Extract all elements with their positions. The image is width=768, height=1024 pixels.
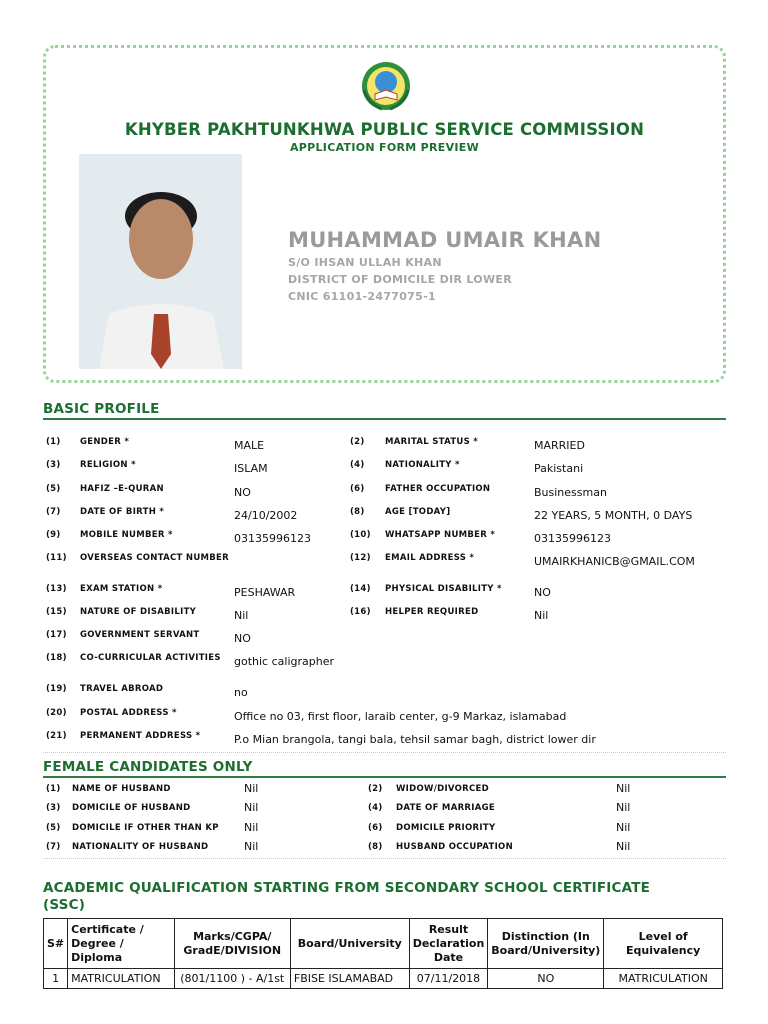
field-number: (2)	[350, 437, 365, 447]
field-value: Nil	[616, 801, 631, 814]
field-value: Nil	[244, 821, 259, 834]
profile-row	[46, 630, 736, 653]
field-label: TRAVEL ABROAD	[80, 684, 164, 694]
header-card	[43, 45, 726, 383]
form-subtitle: APPLICATION FORM PREVIEW	[289, 141, 480, 154]
field-number: (1)	[46, 784, 61, 794]
field-label: WHATSAPP NUMBER *	[385, 530, 496, 540]
field-number: (6)	[350, 484, 365, 494]
field-number: (14)	[350, 584, 371, 594]
field-label: HAFIZ –E-QURAN	[80, 484, 164, 494]
field-number: (15)	[46, 607, 67, 617]
profile-row	[46, 507, 736, 530]
candidate-photo	[79, 154, 242, 369]
field-number: (3)	[46, 460, 61, 470]
female-row	[46, 840, 736, 859]
academic-table	[43, 918, 723, 989]
female-row	[46, 821, 736, 840]
field-label: HELPER REQUIRED	[385, 607, 479, 617]
table-cell: 07/11/2018	[409, 969, 488, 989]
kppsc-logo-icon	[360, 60, 412, 112]
table-cell: 1	[44, 969, 68, 989]
field-label: PERMANENT ADDRESS *	[80, 731, 201, 741]
field-value: Nil	[234, 609, 249, 622]
basic-profile-title: BASIC PROFILE	[43, 401, 160, 417]
table-row	[44, 969, 723, 989]
profile-row	[46, 553, 736, 584]
profile-row	[46, 607, 736, 630]
field-number: (6)	[368, 823, 383, 833]
field-number: (18)	[46, 653, 67, 663]
field-number: (7)	[46, 842, 61, 852]
field-value: MARRIED	[534, 439, 585, 452]
section-divider	[43, 418, 726, 420]
field-number: (8)	[350, 507, 365, 517]
col-header-distinction: Distinction (In Board/University)	[488, 919, 604, 969]
field-value: Office no 03, first floor, laraib center, g-9 Markaz, islamabad	[234, 710, 567, 723]
table-cell: NO	[488, 969, 604, 989]
field-value: 22 YEARS, 5 MONTH, 0 DAYS	[534, 509, 693, 522]
field-number: (19)	[46, 684, 67, 694]
field-number: (20)	[46, 708, 67, 718]
dotted-divider	[43, 858, 726, 859]
field-number: (2)	[368, 784, 383, 794]
table-cell: FBISE ISLAMABAD	[290, 969, 409, 989]
field-value: Nil	[244, 782, 259, 795]
academic-title: ACADEMIC QUALIFICATION STARTING FROM SECONDARY SCHOOL CERTIFICATE	[43, 880, 651, 896]
field-label: DOMICILE OF HUSBAND	[72, 803, 191, 813]
field-value: 03135996123	[534, 532, 611, 545]
field-value: UMAIRKHANICB@GMAIL.COM	[534, 555, 695, 568]
field-value: Nil	[534, 609, 549, 622]
field-value: ISLAM	[234, 462, 268, 475]
female-row	[46, 782, 736, 801]
field-label: WIDOW/DIVORCED	[396, 784, 490, 794]
field-label: MARITAL STATUS *	[385, 437, 479, 447]
field-label: DOMICILE PRIORITY	[396, 823, 496, 833]
profile-row	[46, 584, 736, 607]
profile-row	[46, 684, 736, 707]
female-row	[46, 801, 736, 820]
field-label: NAME OF HUSBAND	[72, 784, 171, 794]
field-label: PHYSICAL DISABILITY *	[385, 584, 502, 594]
field-value: MALE	[234, 439, 265, 452]
field-label: OVERSEAS CONTACT NUMBER	[80, 553, 230, 563]
field-value: Nil	[616, 840, 631, 853]
table-cell: (801/1100 ) - A/1st	[174, 969, 290, 989]
section-divider	[43, 776, 726, 778]
profile-row	[46, 484, 736, 507]
field-value: NO	[534, 586, 551, 599]
field-value: 24/10/2002	[234, 509, 298, 522]
field-number: (16)	[350, 607, 371, 617]
field-number: (9)	[46, 530, 61, 540]
org-title: KHYBER PAKHTUNKHWA PUBLIC SERVICE COMMISSION	[124, 120, 645, 139]
field-label: NATIONALITY *	[385, 460, 460, 470]
field-number: (7)	[46, 507, 61, 517]
field-value: PESHAWAR	[234, 586, 296, 599]
field-label: EMAIL ADDRESS *	[385, 553, 475, 563]
field-label: DATE OF MARRIAGE	[396, 803, 495, 813]
field-number: (4)	[368, 803, 383, 813]
field-value: gothic caligrapher	[234, 655, 334, 668]
field-number: (5)	[46, 484, 61, 494]
female-candidates-title: FEMALE CANDIDATES ONLY	[43, 759, 253, 775]
col-header-board: Board/University	[290, 919, 409, 969]
field-label: HUSBAND OCCUPATION	[396, 842, 513, 852]
field-number: (5)	[46, 823, 61, 833]
field-value: Nil	[616, 782, 631, 795]
field-number: (1)	[46, 437, 61, 447]
candidate-name: MUHAMMAD UMAIR KHAN	[288, 228, 602, 252]
father-name: S/O IHSAN ULLAH KHAN	[288, 256, 442, 269]
profile-row	[46, 460, 736, 483]
field-value: Nil	[616, 821, 631, 834]
field-number: (17)	[46, 630, 67, 640]
col-header-certificate: Certificate / Degree / Diploma	[68, 919, 174, 969]
academic-header-row	[44, 919, 723, 969]
col-header-equivalency: Level of Equivalency	[604, 919, 723, 969]
field-value: NO	[234, 486, 251, 499]
field-number: (12)	[350, 553, 371, 563]
field-value: 03135996123	[234, 532, 311, 545]
candidate-photo-icon	[79, 154, 242, 369]
field-label: NATIONALITY OF HUSBAND	[72, 842, 209, 852]
field-value: Nil	[244, 840, 259, 853]
col-header-marks: Marks/CGPA/ GradE/DIVISION	[174, 919, 290, 969]
field-label: NATURE OF DISABILITY	[80, 607, 197, 617]
col-header-result-date: Result Declaration Date	[409, 919, 488, 969]
field-label: POSTAL ADDRESS *	[80, 708, 177, 718]
table-cell: MATRICULATION	[68, 969, 174, 989]
field-label: DOMICILE IF OTHER THAN KP	[72, 823, 219, 833]
field-value: no	[234, 686, 248, 699]
field-number: (11)	[46, 553, 67, 563]
field-label: MOBILE NUMBER *	[80, 530, 173, 540]
field-label: CO-CURRICULAR ACTIVITIES	[80, 653, 221, 663]
field-number: (3)	[46, 803, 61, 813]
academic-title-ssc: (SSC)	[43, 897, 86, 913]
field-label: DATE OF BIRTH *	[80, 507, 165, 517]
field-label: RELIGION *	[80, 460, 136, 470]
field-value: NO	[234, 632, 251, 645]
dotted-divider	[43, 752, 726, 753]
field-number: (4)	[350, 460, 365, 470]
field-label: EXAM STATION *	[80, 584, 163, 594]
field-value: Nil	[244, 801, 259, 814]
field-number: (10)	[350, 530, 371, 540]
profile-row	[46, 731, 736, 754]
profile-row	[46, 653, 736, 684]
field-value: Pakistani	[534, 462, 584, 475]
field-value: P.o Mian brangola, tangi bala, tehsil samar bagh, district lower dir	[234, 733, 596, 746]
cnic-number: CNIC 61101-2477075-1	[288, 290, 436, 303]
profile-row	[46, 708, 736, 731]
field-label: AGE [TODAY]	[385, 507, 451, 517]
field-number: (8)	[368, 842, 383, 852]
domicile-district: DISTRICT OF DOMICILE DIR LOWER	[288, 273, 512, 286]
field-label: FATHER OCCUPATION	[385, 484, 491, 494]
profile-row	[46, 530, 736, 553]
field-label: GOVERNMENT SERVANT	[80, 630, 200, 640]
field-value: Businessman	[534, 486, 607, 499]
field-label: GENDER *	[80, 437, 130, 447]
field-number: (13)	[46, 584, 67, 594]
table-cell: MATRICULATION	[604, 969, 723, 989]
field-number: (21)	[46, 731, 67, 741]
col-header-sno: S#	[44, 919, 68, 969]
profile-row	[46, 437, 736, 460]
